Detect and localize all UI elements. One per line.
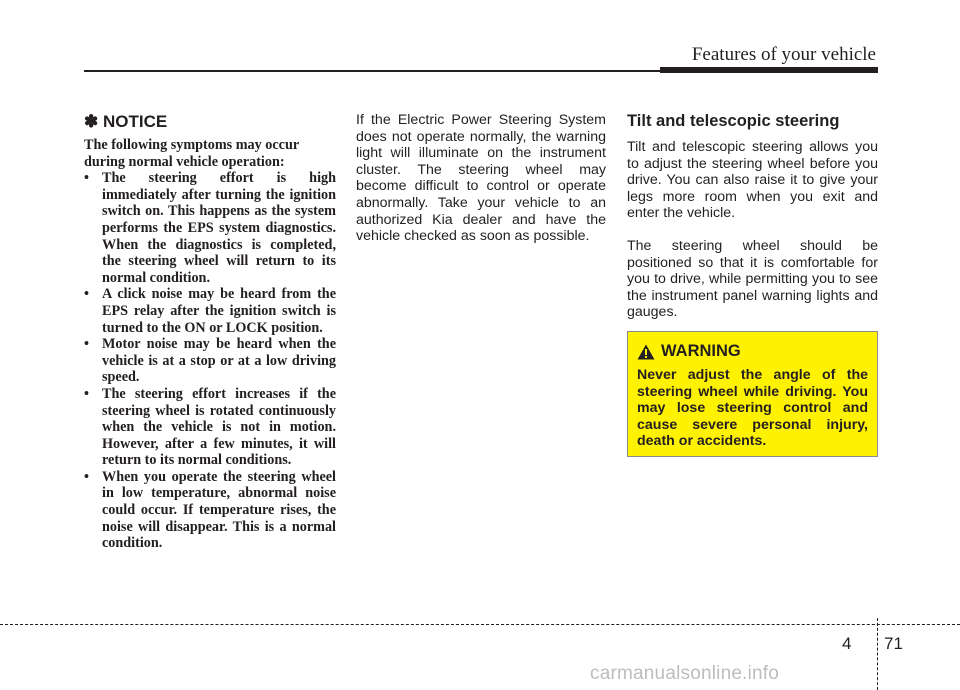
page-header-title: Features of your vehicle <box>691 44 876 65</box>
notice-item <box>84 469 336 552</box>
notice-item-text: Motor noise may be heard when the vehicle is at a stop or at a low driving speed. <box>102 336 336 386</box>
bullet: • <box>84 468 89 485</box>
notice-section <box>84 112 336 552</box>
notice-item-text: The steering effort is high immediately after turning the ignition switch on. This happens as the system performs the EPS system diagnostics. When the diagnostics is completed, the steering wheel will return to its normal condition. <box>102 170 336 286</box>
header-rule-accent <box>660 67 878 73</box>
notice-item <box>84 286 336 336</box>
chapter-number: 4 <box>842 634 852 653</box>
notice-item-text: A click noise may be heard from the EPS relay after the ignition switch is turned to the ON or LOCK position. <box>102 286 336 336</box>
bullet: • <box>84 286 89 303</box>
tilt-paragraph: Tilt and telescopic steering allows you to adjust the steering wheel before you drive. You can also raise it to give your legs more room when you exit and enter the vehicle. <box>627 139 878 222</box>
eps-paragraph: If the Electric Power Steering System does not operate normally, the warning light will illuminate on the instrument cluster. The steering wheel may become difficult to control or operate abnormally. Take your vehicle to an authorized Kia dealer and have the vehicle checked as soon as possible. <box>356 112 606 245</box>
notice-item <box>84 336 336 386</box>
notice-item-text: The steering effort increases if the steering wheel is rotated continuously when the vehicle is not in motion. However, after a few minutes, it will return to its normal conditions. <box>102 385 336 469</box>
warning-triangle-icon <box>637 344 655 360</box>
footer-divider <box>877 618 878 690</box>
eps-section <box>356 112 606 245</box>
bullet: • <box>84 170 89 187</box>
watermark: carmanualsonline.info <box>590 663 780 684</box>
tilt-paragraph: The steering wheel should be positioned so that it is comfortable for you to drive, while permitting you to see the instrument panel warning lights and gauges. <box>627 237 878 321</box>
notice-item <box>84 386 336 469</box>
warning-title: WARNING <box>661 342 741 360</box>
warning-header <box>637 342 868 361</box>
tilt-title: Tilt and telescopic steering <box>627 112 840 130</box>
notice-list <box>84 170 336 552</box>
notice-item <box>84 170 336 286</box>
tilt-section <box>627 112 878 321</box>
notice-title: ✽ NOTICE <box>84 112 168 131</box>
footer-rule <box>0 624 960 625</box>
bullet: • <box>84 336 89 353</box>
warning-text: Never adjust the angle of the steering wheel while driving. You may lose steering control and cause severe personal injury, death or accidents. <box>637 367 868 450</box>
page-number: 71 <box>884 634 903 653</box>
notice-item-text: When you operate the steering wheel in low temperature, abnormal noise could occur. If temperature rises, the noise will disappear. This is a normal condition. <box>102 468 336 552</box>
notice-intro: The following symptoms may occur during normal vehicle operation: <box>84 137 299 170</box>
bullet: • <box>84 385 89 402</box>
warning-box <box>627 331 878 457</box>
